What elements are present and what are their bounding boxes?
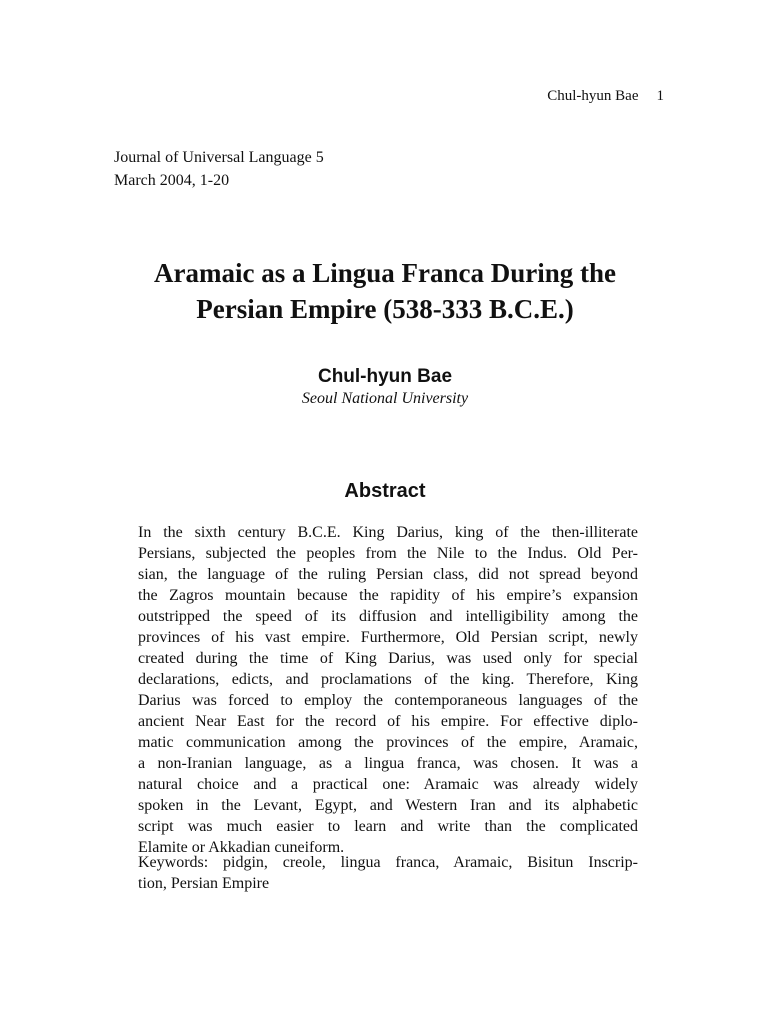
title-line-1: Aramaic as a Lingua Franca During the xyxy=(154,258,616,288)
journal-name: Journal of Universal Language 5 xyxy=(114,149,324,166)
running-head-author: Chul-hyun Bae xyxy=(547,88,639,104)
journal-date-pages: March 2004, 1-20 xyxy=(114,172,230,189)
abstract-line: created during the time of King Darius, was used only for special xyxy=(138,650,638,667)
abstract-line: provinces of his vast empire. Furthermore, Old Persian script, newly xyxy=(138,629,638,646)
keywords-line: tion, Persian Empire xyxy=(138,875,270,892)
abstract-line: ancient Near East for the record of his empire. For effective diplo- xyxy=(138,713,638,730)
abstract-line: the Zagros mountain because the rapidity of his empire’s expansion xyxy=(138,587,638,604)
abstract-body xyxy=(138,522,638,858)
abstract-line: declarations, edicts, and proclamations of the king. Therefore, King xyxy=(138,671,638,688)
page-number: 1 xyxy=(656,88,664,104)
author-name: Chul-hyun Bae xyxy=(317,366,453,387)
abstract-line: Elamite or Akkadian cuneiform. xyxy=(138,839,345,856)
abstract-heading: Abstract xyxy=(344,480,426,502)
abstract-line: Persians, subjected the peoples from the Nile to the Indus. Old Per- xyxy=(138,545,638,562)
abstract-line: matic communication among the provinces of the empire, Aramaic, xyxy=(138,734,638,751)
paper-title xyxy=(0,255,770,327)
author-affiliation: Seoul National University xyxy=(301,390,469,407)
keywords-line: Keywords: pidgin, creole, lingua franca, Aramaic, Bisitun Inscrip- xyxy=(138,854,638,871)
title-line-2: Persian Empire (538-333 B.C.E.) xyxy=(196,294,574,324)
abstract-line: script was much easier to learn and write than the complicated xyxy=(138,818,638,835)
abstract-line: a non-Iranian language, as a lingua franca, was chosen. It was a xyxy=(138,755,638,772)
abstract-line: natural choice and a practical one: Aramaic was already widely xyxy=(138,776,638,793)
keywords xyxy=(138,852,638,894)
abstract-line: outstripped the speed of its diffusion and intelligibility among the xyxy=(138,608,638,625)
journal-info xyxy=(114,146,324,192)
abstract-line: In the sixth century B.C.E. King Darius, king of the then-illiterate xyxy=(138,524,638,541)
abstract-line: spoken in the Levant, Egypt, and Western Iran and its alphabetic xyxy=(138,797,638,814)
running-head xyxy=(547,88,664,105)
abstract-line: sian, the language of the ruling Persian class, did not spread beyond xyxy=(138,566,638,583)
abstract-line: Darius was forced to employ the contemporaneous languages of the xyxy=(138,692,638,709)
